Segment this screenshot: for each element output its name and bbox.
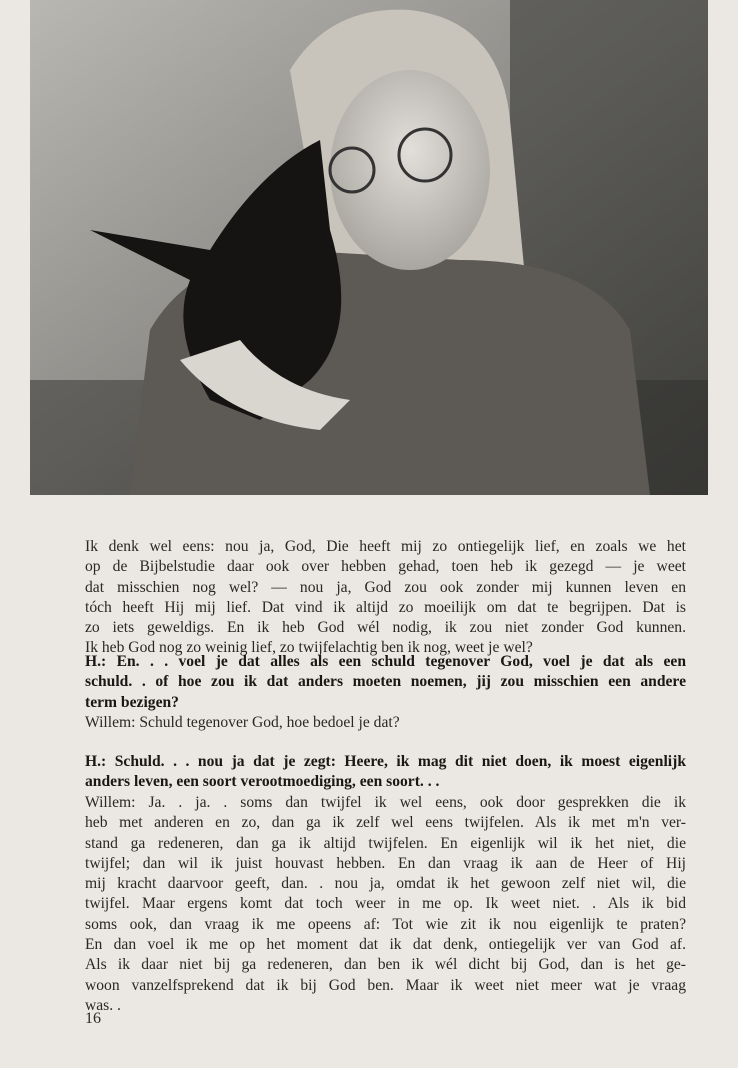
text-line: En dan voel ik me op het moment dat ik dat denk, ontiegelijk ver van God af. xyxy=(85,936,686,954)
text-line: mij kracht daarvoor geeft, dan. . nou ja, omdat ik het gewoon zelf niet wil, die xyxy=(85,875,686,893)
text-line: term bezigen? xyxy=(85,693,179,711)
text-line: twijfel; dan wil ik juist houvast hebben. En dan vraag ik aan de Heer of Hij xyxy=(85,854,686,872)
text-line: Willem: Schuld tegenover God, hoe bedoel je dat? xyxy=(85,714,400,731)
text-line: Ik heb God nog zo weinig lief, zo twijfelachtig ben ik nog, weet je wel? xyxy=(85,639,533,657)
paragraph-willem-2 xyxy=(85,713,686,733)
text-line: Willem: Ja. . ja. . soms dan twijfel ik wel eens, ook door gesprekken die ik xyxy=(85,794,686,811)
text-line: stand ga redeneren, dan ga ik altijd twijfelen. En eigenlijk wil ik het niet, die xyxy=(85,834,686,852)
paragraph-interviewer-question-2 xyxy=(85,752,686,793)
text-line: Als ik daar niet bij ga redeneren, dan ben ik wél dicht bij God, dan is het ge- xyxy=(85,956,686,974)
text-line: heb met anderen en zo, dan ga ik zelf wel eens twijfelen. Als ik met m'n ver- xyxy=(85,814,686,832)
text-line: schuld. . of hoe zou ik dat anders moeten noemen, jij zou misschien een andere xyxy=(85,673,686,691)
text-line: was. . xyxy=(85,996,121,1014)
photo-woman-with-dog xyxy=(30,0,708,495)
text-line: H.: En. . . voel je dat alles als een schuld tegenover God, voel je dat als een xyxy=(85,653,686,670)
text-line: twijfel. Maar ergens komt dat toch weer in me op. Ik weet niet. . Als ik bid xyxy=(85,895,686,913)
paragraph-willem-3 xyxy=(85,793,686,1016)
text-line: anders leven, een soort verootmoediging, een soort. . . xyxy=(85,773,440,791)
text-line: tóch heeft Hij mij lief. Dat vind ik altijd zo moeilijk om dat te begrijpen. Dat is xyxy=(85,598,686,616)
text-line: Ik denk wel eens: nou ja, God, Die heeft mij zo ontiegelijk lief, en zoals we het xyxy=(85,538,686,555)
text-line: op de Bijbelstudie daar ook over hebben gehad, toen heb ik gezegd — je weet xyxy=(85,558,686,576)
paragraph-interviewer-question-1 xyxy=(85,652,686,713)
page-number: 16 xyxy=(85,1010,101,1027)
text-line: dat misschien nog wel? — nou ja, God zou ook zonder mij kunnen leven en xyxy=(85,578,686,596)
paragraph-willem-1 xyxy=(85,537,686,659)
text-line: woon vanzelfsprekend dat ik bij God ben. Maar ik weet niet meer wat je vraag xyxy=(85,976,686,994)
text-line: zo iets geweldigs. En ik heb God wél nodig, ik zou niet zonder God kunnen. xyxy=(85,619,686,637)
text-line: H.: Schuld. . . nou ja dat je zegt: Heere, ik mag dit niet doen, ik moest eigenlijk xyxy=(85,753,686,770)
text-line: soms ook, dan vraag ik me opeens af: Tot wie zit ik nou eigenlijk te praten? xyxy=(85,915,686,933)
photo-image xyxy=(30,0,708,495)
